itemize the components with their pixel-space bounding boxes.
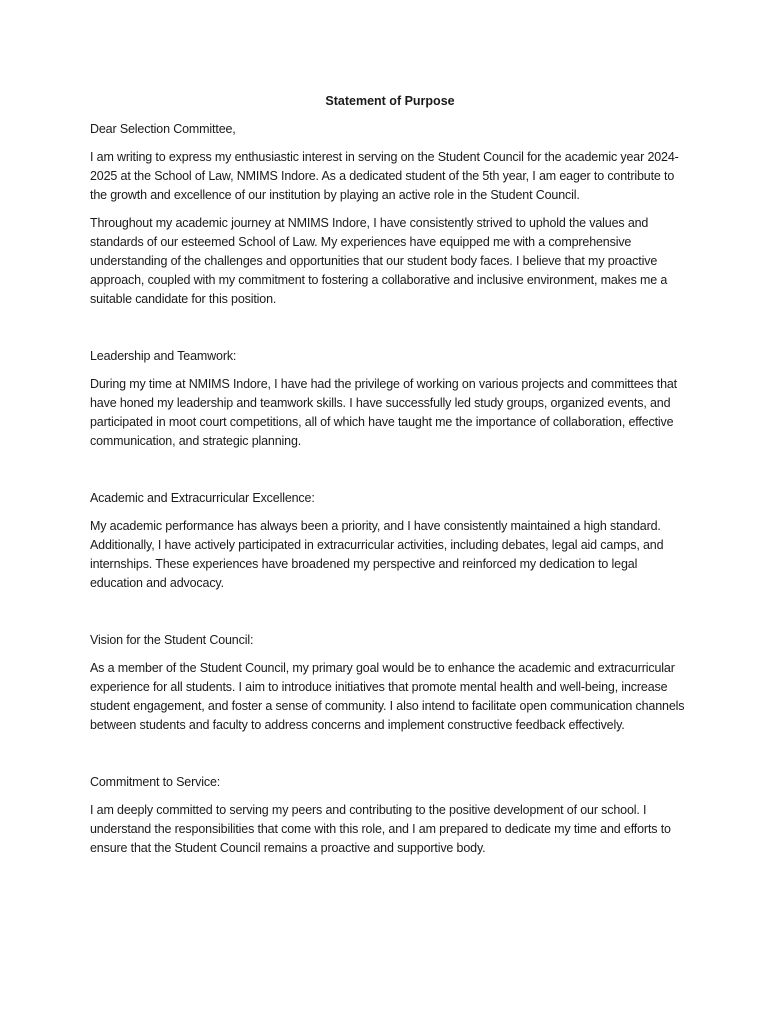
section-body-leadership: During my time at NMIMS Indore, I have had the privilege of working on various projects and committees that have honed my leadership and teamwork skills. I have successfully led study groups, organized events, and participated in moot court competitions, all of which have taught me the importance of collaboration, effective communication, and strategic planning. <box>90 377 678 448</box>
section-heading-leadership: Leadership and Teamwork: <box>90 349 237 363</box>
intro-paragraph: I am writing to express my enthusiastic interest in serving on the Student Council for the academic year 2024-2025 at the School of Law, NMIMS Indore. As a dedicated student of the 5th year, I am eager to contribute to the growth and excellence of our institution by playing an active role in the Student Council. <box>90 150 679 202</box>
section-heading-commitment: Commitment to Service: <box>90 775 221 789</box>
salutation: Dear Selection Committee, <box>90 122 236 136</box>
document-page <box>90 92 690 867</box>
section-body-commitment: I am deeply committed to serving my peers and contributing to the positive development of our school. I understand the responsibilities that come with this role, and I am prepared to dedicate my time and efforts to ensure that the Student Council remains a proactive and supportive body. <box>90 803 671 855</box>
section-heading-vision: Vision for the Student Council: <box>90 633 254 647</box>
document-title: Statement of Purpose <box>325 94 455 108</box>
section-body-academic: My academic performance has always been a priority, and I have consistently maintained a high standard. Additionally, I have actively participated in extracurricular activities, including debates, legal aid camps, and internships. These experiences have broadened my perspective and reinforced my dedication to legal education and advocacy. <box>90 519 664 590</box>
intro-paragraph: Throughout my academic journey at NMIMS Indore, I have consistently strived to uphold the values and standards of our esteemed School of Law. My experiences have equipped me with a comprehensive understanding of the challenges and opportunities that our student body faces. I believe that my proactive approach, coupled with my commitment to fostering a collaborative and inclusive environment, makes me a suitable candidate for this position. <box>90 216 668 306</box>
section-body-vision: As a member of the Student Council, my primary goal would be to enhance the academic and extracurricular experience for all students. I aim to introduce initiatives that promote mental health and well-being, increase student engagement, and foster a sense of community. I also intend to facilitate open communication channels between students and faculty to address concerns and implement constructive feedback effectively. <box>90 661 685 732</box>
section-heading-academic: Academic and Extracurricular Excellence: <box>90 491 315 505</box>
